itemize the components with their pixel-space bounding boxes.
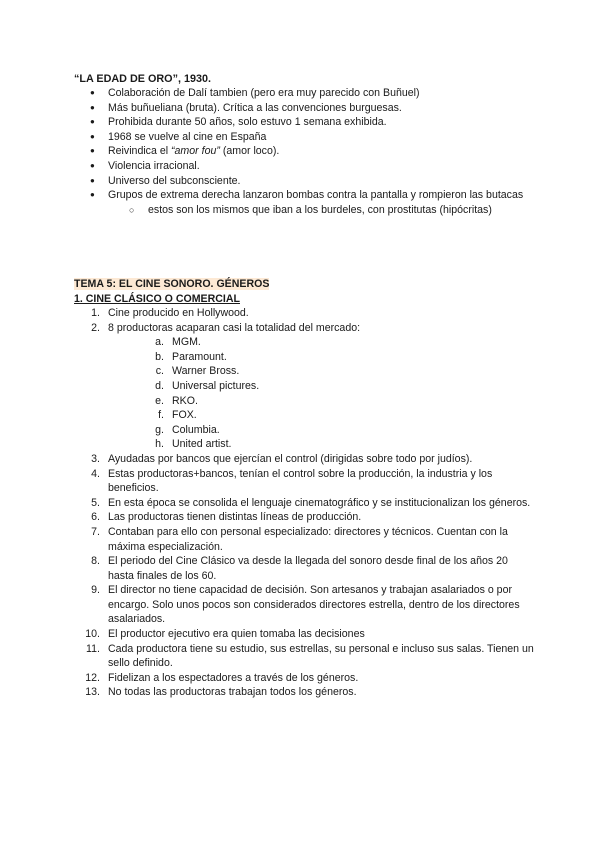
item-number: 10.	[85, 628, 100, 641]
studio-name: RKO.	[172, 394, 198, 407]
item-text: Cine producido en Hollywood.	[108, 307, 249, 319]
numbered-item	[74, 510, 534, 525]
tema-heading-text: TEMA 5: EL CINE SONORO. GÉNEROS	[74, 278, 270, 290]
item-number: 5.	[91, 496, 100, 509]
bullet-text: Reivindica el	[108, 145, 172, 158]
sub-bullet-item: ○ estos son los mismos que iban a los burdeles, con prostitutas (hipócritas)	[108, 203, 530, 218]
bullet-item: ● Universo del subconsciente.	[90, 174, 530, 189]
item-number: 4.	[91, 467, 100, 480]
item-text: No todas las productoras trabajan todos los géneros.	[108, 686, 357, 699]
item-number: 6.	[91, 511, 100, 524]
item-number: 9.	[91, 584, 100, 597]
studio-name: United artist.	[172, 438, 232, 451]
item-text: En esta época se consolida el lenguaje cinematográfico y se institucionalizan los géneros.	[108, 496, 531, 509]
studio-letter: h.	[155, 438, 164, 451]
item-text: Las productoras tienen distintas líneas de producción.	[108, 511, 362, 524]
numbered-item	[74, 321, 534, 452]
studio-name: Columbia.	[172, 423, 220, 436]
studio-item	[108, 364, 534, 379]
item-text: El productor ejecutivo era quien tomaba las decisiones	[108, 628, 365, 641]
bullet-item: ● Prohibida durante 50 años, solo estuvo 1 semana exhibida.	[90, 115, 530, 130]
item-number: 8.	[91, 555, 100, 568]
numbered-item	[74, 642, 534, 671]
bullet-item	[90, 188, 530, 217]
tema-heading	[74, 277, 269, 292]
numbered-item	[74, 306, 534, 321]
numbered-item	[74, 554, 534, 583]
studio-letter: d.	[155, 379, 164, 392]
studio-name: Paramount.	[172, 350, 227, 363]
cine-clasico-numbered-list	[74, 306, 534, 700]
numbered-item	[74, 685, 534, 700]
item-text: Estas productoras+bancos, tenían el control sobre la producción, la industria y los beneficios.	[108, 467, 493, 495]
numbered-item	[74, 583, 534, 627]
studio-letter: f.	[158, 409, 164, 422]
bullet-emphasis: “amor fou”	[171, 145, 220, 158]
numbered-item	[74, 525, 534, 554]
bullet-text: (amor loco).	[219, 145, 280, 158]
bullet-item: ● Más buñueliana (bruta). Crítica a las convenciones burguesas.	[90, 101, 530, 116]
studio-item	[108, 350, 534, 365]
numbered-item	[74, 671, 534, 686]
studio-item	[108, 437, 534, 452]
numbered-item	[74, 496, 534, 511]
bullet-item	[90, 144, 530, 159]
studio-name: FOX.	[172, 409, 197, 422]
item-number: 1.	[91, 307, 100, 319]
studio-name: Warner Bross.	[172, 365, 240, 378]
studio-name: Universal pictures.	[172, 379, 260, 392]
item-text: Contaban para ello con personal especializado: directores y técnicos. Cuentan con la máxima especialización.	[108, 525, 508, 553]
sub-bullet-list	[108, 203, 530, 218]
studio-item	[108, 394, 534, 409]
item-text: Fidelizan a los espectadores a través de los géneros.	[108, 671, 359, 684]
item-number: 13.	[85, 686, 100, 699]
bullet-item: ● Violencia irracional.	[90, 159, 530, 174]
studio-item	[108, 335, 534, 350]
numbered-item	[74, 452, 534, 467]
item-text: Ayudadas por bancos que ejercían el control (dirigidas sobre todo por judíos).	[108, 452, 473, 465]
item-text: Cada productora tiene su estudio, sus estrellas, su personal e incluso sus salas. Tienen un sello definido.	[108, 642, 534, 670]
numbered-item	[74, 627, 534, 642]
studio-item	[108, 423, 534, 438]
item-text: El director no tiene capacidad de decisión. Son artesanos y trabajan asalariados o por encargo. Solo unos pocos son considerados directores estrella, dentro de los directores asalariados.	[108, 584, 520, 626]
cine-clasico-heading: 1. CINE CLÁSICO O COMERCIAL	[74, 293, 240, 305]
studio-letter: g.	[155, 423, 164, 436]
studio-item	[108, 408, 534, 423]
studio-name: MGM.	[172, 336, 201, 349]
studio-letter: c.	[155, 365, 164, 378]
studio-letter: a.	[155, 336, 164, 349]
item-number: 7.	[91, 525, 100, 538]
bullet-text: Grupos de extrema derecha lanzaron bombas contra la pantalla y rompieron las butacas	[108, 189, 524, 202]
item-number: 2.	[91, 321, 100, 334]
item-text: 8 productoras acaparan casi la totalidad del mercado:	[108, 321, 361, 334]
numbered-item	[74, 467, 534, 496]
section-title-edad-de-oro: “LA EDAD DE ORO”, 1930.	[74, 73, 211, 85]
studio-letter: b.	[155, 350, 164, 363]
studios-list	[108, 335, 534, 452]
bullet-item: ● 1968 se vuelve al cine en España	[90, 130, 530, 145]
item-number: 3.	[91, 452, 100, 465]
item-number: 12.	[85, 671, 100, 684]
item-number: 11.	[86, 642, 100, 655]
bullet-item: ● Colaboración de Dalí tambien (pero era muy parecido con Buñuel)	[90, 86, 530, 101]
item-text: El periodo del Cine Clásico va desde la llegada del sonoro desde final de los años 20 hasta finales de los 60.	[108, 555, 508, 582]
studio-item	[108, 379, 534, 394]
edad-de-oro-bullet-list	[90, 86, 530, 217]
studio-letter: e.	[155, 394, 164, 407]
